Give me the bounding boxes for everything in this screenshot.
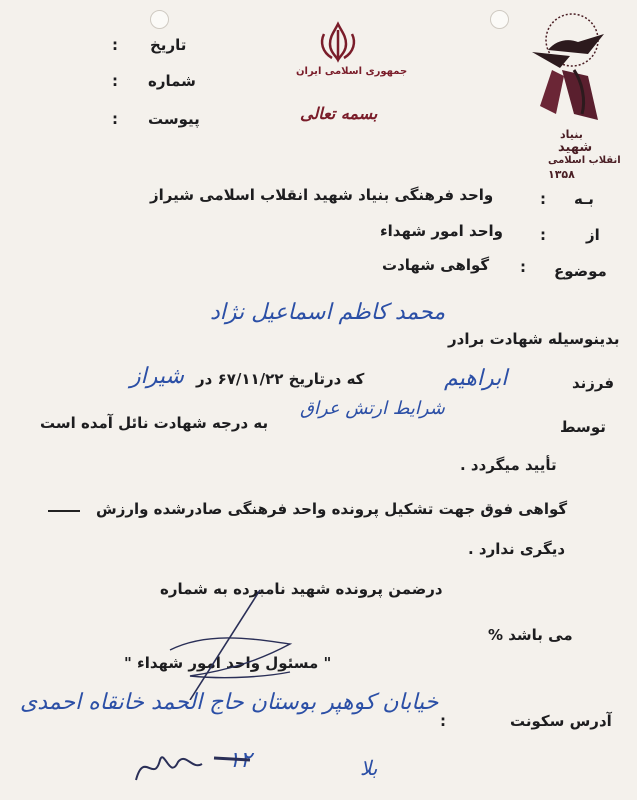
number-colon: : (112, 72, 119, 90)
punch-hole-left (150, 10, 169, 29)
date-phrase: که درتاریخ ۶۷/۱۱/۲۲ در (196, 370, 365, 388)
by-label: توسط (560, 418, 606, 436)
footnote-stroke (212, 748, 252, 768)
footnote-scribble (130, 740, 210, 790)
address-colon: : (440, 712, 447, 730)
logo-line1: بنیاد (560, 128, 583, 141)
martyr-name-handwritten: محمد کاظم اسماعیل نژاد (210, 300, 446, 325)
son-of-label: فرزند (572, 374, 615, 392)
father-name-handwritten: ابراهیم (444, 366, 508, 391)
emblem-caption: جمهوری اسلامی ایران (296, 66, 408, 77)
logo-line3: انقلاب اسلامی (548, 155, 621, 166)
subject-label: موضوع (554, 262, 607, 280)
from-label: از (586, 226, 600, 244)
address-label: آدرس سکونت (510, 712, 612, 730)
subject-value: گواهی شهادت (382, 256, 490, 274)
date-colon: : (112, 36, 119, 54)
is-line: می باشد % (488, 626, 573, 644)
motto: بسمه تعالی (300, 104, 378, 123)
confirmed-line: تأیید میگردد . (460, 456, 557, 474)
footnote-number-handwritten: ۱۲ (228, 748, 252, 773)
subject-colon: : (520, 258, 527, 276)
footnote-handwritten: بلا (360, 756, 378, 780)
from-colon: : (540, 226, 547, 244)
from-value: واحد امور شهداء (380, 222, 503, 240)
to-value: واحد فرهنگی بنیاد شهید انقلاب اسلامی شیراز (150, 186, 494, 204)
body-line-1: گواهی فوق جهت تشکیل پرونده واحد فرهنگی صادرشده وارزش (96, 500, 568, 518)
to-label: بـه (574, 190, 594, 208)
signature-title: " مسئول واحد امور شهداء " (124, 654, 332, 672)
punch-hole-right (490, 10, 509, 29)
logo-line2: شهید (558, 140, 593, 155)
bonyad-shahid-logo-icon (512, 10, 622, 130)
place-handwritten: شیراز (130, 364, 184, 389)
iran-emblem-icon (316, 20, 360, 64)
body-dash (48, 510, 80, 512)
attachment-label: پیوست (148, 110, 200, 128)
file-number-line: درضمن پرونده شهید نامبرده به شماره (160, 580, 443, 598)
intro-line: بدینوسیله شهادت برادر (448, 330, 620, 348)
body-line-2: دیگری ندارد . (468, 540, 566, 558)
date-label: تاریخ (150, 36, 187, 54)
to-colon: : (540, 190, 547, 208)
official-signature (150, 580, 310, 700)
address-value-handwritten: خیابان کوهپر بوستان حاج الحمد خانقاه احمدی (20, 690, 439, 715)
by-value-handwritten: شرایط ارتش عراق (300, 398, 445, 419)
number-label: شماره (148, 72, 196, 90)
logo-year: ۱۳۵۸ (548, 168, 575, 181)
attachment-colon: : (112, 110, 119, 128)
degree-line: به درجه شهادت نائل آمده است (40, 414, 269, 432)
